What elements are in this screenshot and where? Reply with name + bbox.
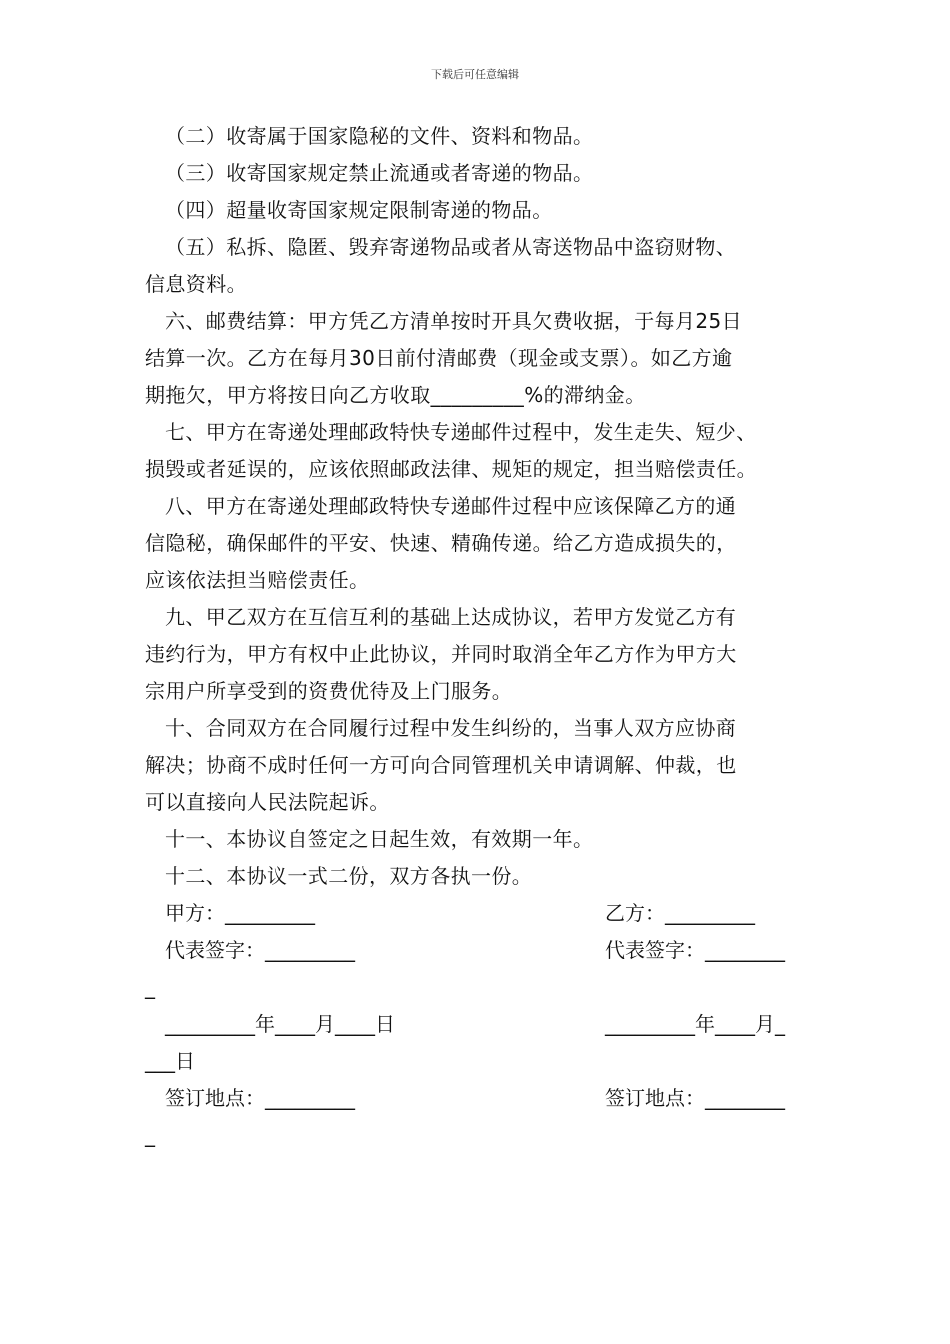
- clause-line: 信息资料。: [145, 272, 247, 296]
- signature-block: [145, 895, 825, 1154]
- clause-line: 违约行为，甲方有权中止此协议，并同时取消全年乙方作为甲方大: [145, 642, 737, 666]
- clause-line: 八、甲方在寄递处理邮政特快专递邮件过程中应该保障乙方的通: [165, 494, 737, 518]
- place-row: [145, 1080, 825, 1117]
- rep-b-field: 代表签字：________: [605, 938, 785, 962]
- clause-line: 损毁或者延误的，应该依照邮政法律、规矩的规定，担当赔偿责任。: [145, 457, 757, 481]
- date-row: [145, 1006, 825, 1043]
- party-b-field: 乙方：_________: [605, 901, 755, 925]
- date-wrap-row: [145, 1043, 825, 1080]
- place-wrap-row: [145, 1117, 825, 1154]
- rep-a-field: 代表签字：_________: [165, 938, 355, 962]
- date-a-field: _________年____月____日: [165, 1012, 395, 1036]
- clause-line: 七、甲方在寄递处理邮政特快专递邮件过程中，发生走失、短少、: [165, 420, 757, 444]
- clause-line: 九、甲乙双方在互信互利的基础上达成协议，若甲方发觉乙方有: [165, 605, 737, 629]
- place-b-field: 签订地点：________: [605, 1086, 785, 1110]
- clause-line: 六、邮费结算：甲方凭乙方清单按时开具欠费收据，于每月25日: [165, 309, 743, 333]
- clause-line: 结算一次。乙方在每月30日前付清邮费（现金或支票）。如乙方逾: [145, 346, 733, 370]
- clause-line: 应该依法担当赔偿责任。: [145, 568, 370, 592]
- date-b-field: _________年____月_: [605, 1012, 785, 1036]
- party-a-field: 甲方：_________: [165, 901, 315, 925]
- contract-body: [145, 118, 825, 895]
- clause-line: （二）收寄属于国家隐秘的文件、资料和物品。: [165, 124, 594, 148]
- clause-line: （五）私拆、隐匿、毁弃寄递物品或者从寄送物品中盗窃财物、: [165, 235, 737, 259]
- clause-line: （四）超量收寄国家规定限制寄递的物品。: [165, 198, 553, 222]
- clause-line: 期拖欠，甲方将按日向乙方收取_________%的滞纳金。: [145, 383, 646, 407]
- clause-line: 宗用户所享受到的资费优待及上门服务。: [145, 679, 513, 703]
- clause-line: （三）收寄国家规定禁止流通或者寄递的物品。: [165, 161, 594, 185]
- clause-line: 十、合同双方在合同履行过程中发生纠纷的，当事人双方应协商: [165, 716, 737, 740]
- rep-b-wrap: _: [145, 975, 155, 999]
- clause-line: 解决；协商不成时任何一方可向合同管理机关申请调解、仲裁，也: [145, 753, 737, 777]
- clause-line: 可以直接向人民法院起诉。: [145, 790, 390, 814]
- clause-line: 十一、本协议自签定之日起生效，有效期一年。: [165, 827, 594, 851]
- place-b-wrap: _: [145, 1123, 155, 1147]
- place-a-field: 签订地点：_________: [165, 1086, 355, 1110]
- representative-row: [145, 932, 825, 969]
- clause-line: 十二、本协议一式二份，双方各执一份。: [165, 864, 533, 888]
- party-row: [145, 895, 825, 932]
- representative-wrap-row: [145, 969, 825, 1006]
- date-b-wrap: ___日: [145, 1049, 195, 1073]
- page-header: 下载后可任意编辑: [431, 68, 519, 81]
- clause-line: 信隐秘，确保邮件的平安、快速、精确传递。给乙方造成损失的，: [145, 531, 737, 555]
